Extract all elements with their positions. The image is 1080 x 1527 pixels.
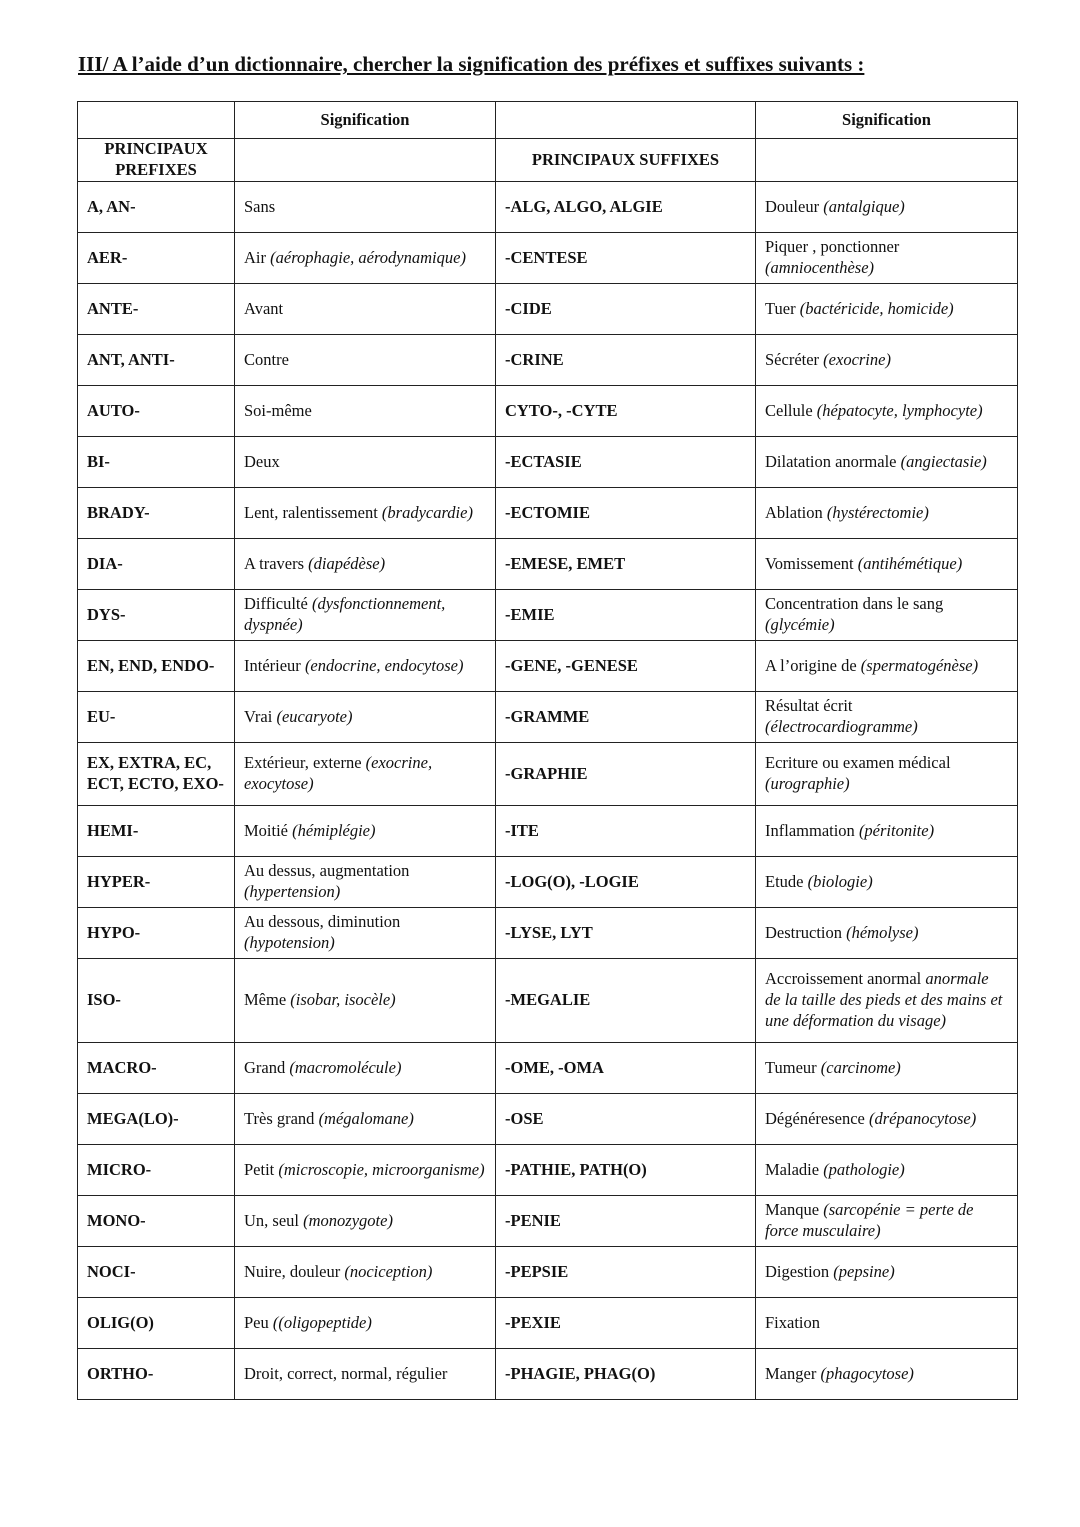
- prefix-term: BRADY-: [87, 502, 150, 522]
- suffix-cell: [496, 743, 756, 806]
- prefix-cell: [78, 1349, 235, 1400]
- table-row: [78, 1043, 1018, 1094]
- suffix-meaning: Sécréter: [765, 349, 820, 369]
- suffix-term: -PATHIE, PATH(O): [505, 1159, 647, 1179]
- suffix-term: -PEXIE: [505, 1312, 561, 1332]
- suffix-term: -CENTESE: [505, 247, 588, 267]
- prefix-cell: [78, 743, 235, 806]
- prefix-cell: [78, 908, 235, 959]
- suffix-meaning: Résultat écrit: [765, 696, 853, 716]
- suffix-meaning: A l’origine de: [765, 655, 857, 675]
- suffix-term: -PENIE: [505, 1210, 561, 1230]
- prefix-term: MACRO-: [87, 1057, 157, 1077]
- suffix-example: (urographie): [765, 774, 850, 793]
- suffix-term: -ITE: [505, 820, 539, 840]
- suffix-meaning-cell: [756, 1349, 1018, 1400]
- prefix-meaning: Un, seul: [244, 1210, 299, 1230]
- prefix-term: MICRO-: [87, 1159, 152, 1179]
- suffix-term: -MEGALIE: [505, 990, 591, 1010]
- prefix-meaning-cell: [235, 908, 496, 959]
- suffix-cell: [496, 590, 756, 641]
- table-row: [78, 335, 1018, 386]
- suffix-term: -LOG(O), -LOGIE: [505, 871, 639, 891]
- prefix-cell: [78, 1196, 235, 1247]
- prefix-example: (eucaryote): [276, 706, 353, 726]
- prefix-meaning: Nuire, douleur: [244, 1261, 341, 1281]
- table-row: [78, 539, 1018, 590]
- prefix-example: (monozygote): [303, 1210, 393, 1230]
- prefix-meaning-cell: [235, 743, 496, 806]
- prefix-meaning-cell: [235, 1145, 496, 1196]
- prefix-meaning-cell: [235, 806, 496, 857]
- prefix-meaning: Air: [244, 247, 266, 267]
- suffix-meaning: Etude: [765, 871, 804, 891]
- suffix-term: -GRAPHIE: [505, 763, 588, 783]
- prefix-cell: [78, 335, 235, 386]
- suffix-term: -EMIE: [505, 604, 555, 624]
- suffix-term: -OSE: [505, 1108, 544, 1128]
- suffix-cell: [496, 1043, 756, 1094]
- prefix-cell: [78, 386, 235, 437]
- prefix-term: HYPO-: [87, 922, 141, 942]
- prefix-meaning-cell: [235, 692, 496, 743]
- prefix-term: BI-: [87, 451, 110, 471]
- suffix-term: CYTO-, -CYTE: [505, 400, 618, 420]
- suffix-cell: [496, 1094, 756, 1145]
- suffix-meaning-cell: [756, 386, 1018, 437]
- suffix-cell: [496, 692, 756, 743]
- suffix-meaning-cell: [756, 590, 1018, 641]
- prefix-meaning-cell: [235, 1247, 496, 1298]
- table-row: [78, 590, 1018, 641]
- prefix-example: (macromolécule): [289, 1057, 402, 1077]
- table-row: [78, 1094, 1018, 1145]
- suffix-meaning: Vomissement: [765, 553, 854, 573]
- table-row: [78, 1349, 1018, 1400]
- suffix-term: -EMESE, EMET: [505, 553, 626, 573]
- header-row: [78, 102, 1018, 139]
- prefix-meaning: Intérieur: [244, 655, 301, 675]
- table-row: [78, 806, 1018, 857]
- suffix-example: (exocrine): [823, 349, 891, 369]
- prefix-example: ((oligopeptide): [272, 1312, 372, 1332]
- suffix-example: (glycémie): [765, 615, 835, 634]
- prefix-meaning: Difficulté: [244, 594, 308, 614]
- prefix-cell: [78, 1145, 235, 1196]
- prefix-meaning-cell: [235, 1196, 496, 1247]
- prefix-term: EN, END, ENDO-: [87, 655, 215, 675]
- suffix-cell: [496, 1247, 756, 1298]
- suffix-meaning: Manque: [765, 1200, 820, 1220]
- prefix-meaning: Grand: [244, 1057, 286, 1077]
- table-row: [78, 182, 1018, 233]
- prefix-term: ANT, ANTI-: [87, 349, 175, 369]
- prefix-term: AER-: [87, 247, 128, 267]
- prefix-example: (microscopie, microorganisme): [278, 1159, 485, 1179]
- suffix-example: (amniocenthèse): [765, 258, 875, 277]
- suffix-term: -ECTOMIE: [505, 502, 590, 522]
- suffix-example: (hépatocyte, lymphocyte): [816, 400, 983, 420]
- suffix-example: (spermatogénèse): [860, 655, 979, 675]
- table-row: [78, 233, 1018, 284]
- suffix-meaning-cell: [756, 743, 1018, 806]
- suffix-meaning: Tuer: [765, 298, 796, 318]
- suffix-term: -ECTASIE: [505, 451, 582, 471]
- suffix-example: (péritonite): [858, 820, 935, 840]
- prefix-term: ISO-: [87, 990, 121, 1010]
- suffix-meaning-cell: [756, 959, 1018, 1043]
- suffix-example: (hystérectomie): [826, 502, 929, 522]
- prefix-cell: [78, 857, 235, 908]
- suffix-meaning-cell: [756, 1196, 1018, 1247]
- prefix-meaning-cell: [235, 233, 496, 284]
- prefix-meaning: A travers: [244, 553, 305, 573]
- suffix-term: -ALG, ALGO, ALGIE: [505, 196, 663, 216]
- header-empty-cell: [496, 102, 756, 139]
- prefix-example: (nociception): [344, 1261, 433, 1281]
- prefix-meaning-cell: [235, 182, 496, 233]
- prefix-meaning: Contre: [244, 349, 289, 369]
- suffix-meaning-cell: [756, 908, 1018, 959]
- header-empty-cell: [235, 139, 496, 182]
- suffix-cell: [496, 959, 756, 1043]
- suffix-meaning: Piquer , ponctionner: [765, 237, 900, 257]
- suffix-example: (drépanocytose): [868, 1108, 977, 1128]
- suffix-term: -OME, -OMA: [505, 1057, 604, 1077]
- suffix-example: (pepsine): [833, 1261, 895, 1281]
- prefix-term: ORTHO-: [87, 1363, 154, 1383]
- prefix-meaning-cell: [235, 539, 496, 590]
- suffix-cell: [496, 806, 756, 857]
- prefix-term: EU-: [87, 706, 116, 726]
- prefix-cell: [78, 182, 235, 233]
- suffix-example: (antalgique): [823, 196, 905, 216]
- prefix-meaning-cell: [235, 959, 496, 1043]
- prefix-example: (isobar, isocèle): [290, 990, 396, 1010]
- suffix-example: (bactéricide, homicide): [799, 298, 954, 318]
- suffix-example: (pathologie): [823, 1159, 905, 1179]
- prefix-term: MEGA(LO)-: [87, 1108, 179, 1128]
- suffix-cell: [496, 1349, 756, 1400]
- suffix-meaning-cell: [756, 488, 1018, 539]
- suffix-term: -PEPSIE: [505, 1261, 569, 1281]
- prefix-meaning-cell: [235, 335, 496, 386]
- suffix-meaning: Tumeur: [765, 1057, 817, 1077]
- suffix-meaning-cell: [756, 233, 1018, 284]
- suffix-meaning-cell: [756, 335, 1018, 386]
- suffix-example: (sarcopénie = perte de force musculaire): [765, 1200, 974, 1240]
- prefix-term: ANTE-: [87, 298, 139, 318]
- suffix-meaning: Fixation: [765, 1312, 821, 1332]
- prefix-meaning-cell: [235, 1298, 496, 1349]
- suffix-cell: [496, 1145, 756, 1196]
- suffix-cell: [496, 335, 756, 386]
- suffix-meaning: Cellule: [765, 400, 813, 420]
- table-row: [78, 1145, 1018, 1196]
- table-row: [78, 488, 1018, 539]
- table-row: [78, 1247, 1018, 1298]
- prefix-cell: [78, 692, 235, 743]
- header-empty-cell: [756, 139, 1018, 182]
- suffix-meaning-cell: [756, 1247, 1018, 1298]
- suffix-example: (électrocardiogramme): [765, 717, 918, 736]
- prefix-example: (hypertension): [244, 882, 341, 901]
- prefix-cell: [78, 1094, 235, 1145]
- prefix-meaning: Soi-même: [244, 400, 312, 420]
- suffix-meaning: Destruction: [765, 922, 842, 942]
- table-row: [78, 1196, 1018, 1247]
- header-empty-cell: [78, 102, 235, 139]
- suffix-cell: [496, 539, 756, 590]
- prefix-cell: [78, 641, 235, 692]
- prefix-term: A, AN-: [87, 196, 136, 216]
- prefix-cell: [78, 233, 235, 284]
- table-row: [78, 1298, 1018, 1349]
- prefix-meaning-cell: [235, 386, 496, 437]
- prefix-example: (endocrine, endocytose): [304, 655, 464, 675]
- suffix-meaning: Ablation: [765, 502, 823, 522]
- prefix-meaning: Moitié: [244, 820, 288, 840]
- suffix-meaning-cell: [756, 284, 1018, 335]
- suffix-cell: [496, 641, 756, 692]
- suffix-meaning: Digestion: [765, 1261, 830, 1281]
- prefix-example: (mégalomane): [318, 1108, 414, 1128]
- prefix-example: (bradycardie): [381, 502, 473, 522]
- suffix-term: -GRAMME: [505, 706, 590, 726]
- prefix-term: MONO-: [87, 1210, 146, 1230]
- suffix-example: (antihémétique): [857, 553, 963, 573]
- suffix-cell: [496, 857, 756, 908]
- prefix-meaning: Deux: [244, 451, 280, 471]
- prefix-term: HYPER-: [87, 871, 151, 891]
- prefix-cell: [78, 1298, 235, 1349]
- table-row: [78, 641, 1018, 692]
- prefix-meaning-cell: [235, 284, 496, 335]
- prefix-meaning: Sans: [244, 196, 276, 216]
- suffix-meaning-cell: [756, 806, 1018, 857]
- suffix-cell: [496, 284, 756, 335]
- prefix-term: EX, EXTRA, EC, ECT, ECTO, EXO-: [87, 753, 224, 793]
- table-row: [78, 743, 1018, 806]
- prefix-example: (hémiplégie): [292, 820, 376, 840]
- page-title: III/ A l’aide d’un dictionnaire, chercher la signification des préfixes et suffixes suivants :: [78, 52, 865, 76]
- prefix-meaning-cell: [235, 488, 496, 539]
- suffix-example: (biologie): [807, 871, 873, 891]
- suffix-term: -LYSE, LYT: [505, 922, 593, 942]
- prefix-term: HEMI-: [87, 820, 139, 840]
- signification-header-suffixes: Signification: [756, 102, 1018, 139]
- suffix-example: (hémolyse): [846, 922, 919, 942]
- suffix-cell: [496, 488, 756, 539]
- suffix-meaning: Inflammation: [765, 820, 855, 840]
- suffix-meaning-cell: [756, 857, 1018, 908]
- prefix-example: (diapédèse): [308, 553, 386, 573]
- suffix-term: -CIDE: [505, 298, 552, 318]
- prefix-example: (dysfonctionnement, dyspnée): [244, 594, 446, 634]
- suffix-meaning-cell: [756, 539, 1018, 590]
- prefix-term: NOCI-: [87, 1261, 136, 1281]
- prefix-term: AUTO-: [87, 400, 140, 420]
- prefix-meaning: Extérieur, externe: [244, 753, 362, 773]
- suffix-meaning-cell: [756, 1145, 1018, 1196]
- prefix-cell: [78, 1247, 235, 1298]
- prefix-cell: [78, 488, 235, 539]
- prefix-meaning-cell: [235, 641, 496, 692]
- prefix-suffix-table: [77, 101, 1018, 1400]
- prefix-cell: [78, 437, 235, 488]
- column-title-row: [78, 139, 1018, 182]
- table-row: [78, 386, 1018, 437]
- prefix-meaning: Lent, ralentissement: [244, 502, 378, 522]
- suffix-meaning: Concentration dans le sang: [765, 594, 944, 614]
- prefix-term: OLIG(O): [87, 1312, 154, 1332]
- suffix-example: (phagocytose): [820, 1363, 914, 1383]
- prefix-meaning-cell: [235, 1094, 496, 1145]
- prefix-meaning: Droit, correct, normal, régulier: [244, 1363, 448, 1383]
- suffix-cell: [496, 233, 756, 284]
- prefix-meaning: Très grand: [244, 1108, 315, 1128]
- table-row: [78, 857, 1018, 908]
- suffix-meaning: Accroissement anormal: [765, 969, 922, 989]
- suffix-meaning-cell: [756, 1043, 1018, 1094]
- prefix-example: (hypotension): [244, 933, 335, 952]
- prefix-meaning-cell: [235, 857, 496, 908]
- prefix-cell: [78, 1043, 235, 1094]
- prefix-cell: [78, 806, 235, 857]
- suffix-cell: [496, 437, 756, 488]
- signification-header-prefixes: Signification: [235, 102, 496, 139]
- suffix-meaning: Maladie: [765, 1159, 820, 1179]
- suffix-meaning-cell: [756, 182, 1018, 233]
- prefix-meaning-cell: [235, 437, 496, 488]
- suffix-term: -PHAGIE, PHAG(O): [505, 1363, 656, 1383]
- prefix-cell: [78, 284, 235, 335]
- prefix-meaning-cell: [235, 1349, 496, 1400]
- suffix-cell: [496, 182, 756, 233]
- prefix-term: DIA-: [87, 553, 123, 573]
- prefix-meaning: Peu: [244, 1312, 269, 1332]
- suffix-meaning: Dégénéresence: [765, 1108, 865, 1128]
- prefix-meaning: Au dessus, augmentation: [244, 861, 410, 881]
- prefix-cell: [78, 539, 235, 590]
- suffix-cell: [496, 908, 756, 959]
- table-row: [78, 284, 1018, 335]
- suffix-meaning-cell: [756, 1094, 1018, 1145]
- suffix-meaning: Dilatation anormale: [765, 451, 897, 471]
- prefix-meaning: Même: [244, 990, 287, 1010]
- suffix-meaning-cell: [756, 1298, 1018, 1349]
- suffix-cell: [496, 386, 756, 437]
- prefixes-column-title: PRINCIPAUX PREFIXES: [78, 139, 235, 182]
- suffix-example: (angiectasie): [900, 451, 987, 471]
- prefix-term: DYS-: [87, 604, 126, 624]
- suffix-meaning: Manger: [765, 1363, 817, 1383]
- suffixes-column-title: PRINCIPAUX SUFFIXES: [496, 139, 756, 182]
- prefix-meaning-cell: [235, 590, 496, 641]
- table-row: [78, 908, 1018, 959]
- prefix-example: (exocrine, exocytose): [244, 753, 433, 793]
- prefix-meaning: Petit: [244, 1159, 275, 1179]
- prefix-cell: [78, 590, 235, 641]
- suffix-term: -GENE, -GENESE: [505, 655, 638, 675]
- table-row: [78, 437, 1018, 488]
- prefix-meaning: Vrai: [244, 706, 273, 726]
- suffix-cell: [496, 1196, 756, 1247]
- prefix-meaning: Au dessous, diminution: [244, 912, 401, 932]
- suffix-meaning-cell: [756, 437, 1018, 488]
- suffix-meaning: Ecriture ou examen médical: [765, 753, 951, 773]
- suffix-example: (carcinome): [820, 1057, 901, 1077]
- suffix-cell: [496, 1298, 756, 1349]
- table-row: [78, 959, 1018, 1043]
- suffix-meaning-cell: [756, 641, 1018, 692]
- prefix-meaning: Avant: [244, 298, 284, 318]
- table-row: [78, 692, 1018, 743]
- prefix-meaning-cell: [235, 1043, 496, 1094]
- suffix-example: anormale de la taille des pieds et des mains et une déformation du visage): [765, 969, 1003, 1030]
- suffix-meaning: Douleur: [765, 196, 820, 216]
- prefix-cell: [78, 959, 235, 1043]
- suffix-term: -CRINE: [505, 349, 564, 369]
- suffix-meaning-cell: [756, 692, 1018, 743]
- prefix-example: (aérophagie, aérodynamique): [270, 247, 466, 267]
